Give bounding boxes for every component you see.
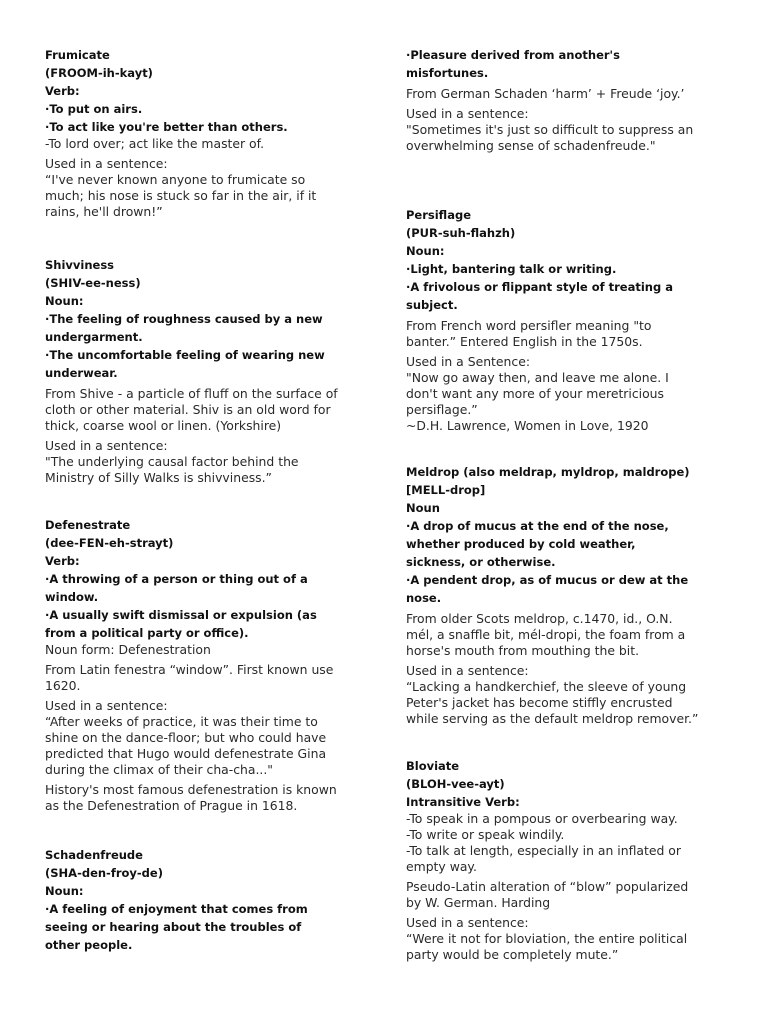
definition: ·The feeling of roughness caused by a new undergarment. — [45, 312, 323, 344]
etymology: Pseudo-Latin alteration of “blow” popularized by W. German. Harding — [406, 879, 689, 910]
definition: ·A frivolous or flippant style of treating a subject. — [406, 280, 673, 312]
part-of-speech: Noun: — [406, 244, 445, 258]
example-sentence: "The underlying causal factor behind the Ministry of Silly Walks is shivviness.” — [45, 454, 299, 485]
pronunciation: (dee-FEN-eh-strayt) — [45, 536, 174, 550]
pronunciation: (SHIV-ee-ness) — [45, 276, 141, 290]
definition: -To speak in a pompous or overbearing way. — [406, 811, 678, 826]
pronunciation: (BLOH-vee-ayt) — [406, 777, 505, 791]
etymology: From German Schaden ‘harm’ + Freude ‘joy.’ — [406, 86, 685, 101]
part-of-speech: Noun — [406, 501, 440, 515]
part-of-speech: Noun: — [45, 884, 84, 898]
part-of-speech: Noun: — [45, 294, 84, 308]
usage-label: Used in a sentence: — [45, 156, 168, 171]
example-sentence: “Lacking a handkerchief, the sleeve of young Peter's jacket has become stiffly encrusted while serving as the default meldrop remover.” — [406, 679, 699, 726]
pronunciation: (FROOM-ih-kayt) — [45, 66, 153, 80]
definition: ·To put on airs. — [45, 102, 143, 116]
definition: ·A drop of mucus at the end of the nose, whether produced by cold weather, sickness, or otherwise. — [406, 519, 669, 569]
headword: Bloviate — [406, 759, 460, 773]
definition: ·A feeling of enjoyment that comes from seeing or hearing about the troubles of other people. — [45, 902, 308, 952]
headword: Frumicate — [45, 48, 110, 62]
usage-label: Used in a sentence: — [45, 698, 168, 713]
noun-form: Noun form: Defenestration — [45, 642, 211, 657]
headword: Defenestrate — [45, 518, 131, 532]
part-of-speech: Intransitive Verb: — [406, 795, 520, 809]
definition: -To lord over; act like the master of. — [45, 136, 265, 151]
example-sentence: "Sometimes it's just so difficult to suppress an overwhelming sense of schadenfreude." — [406, 122, 694, 153]
definition: ·Light, bantering talk or writing. — [406, 262, 617, 276]
definition: ·The uncomfortable feeling of wearing new underwear. — [45, 348, 325, 380]
definition: ·To act like you're better than others. — [45, 120, 288, 134]
entry-schadenfreude — [45, 846, 365, 954]
usage-label: Used in a sentence: — [45, 438, 168, 453]
headword: Meldrop (also meldrap, myldrop, maldrope) — [406, 465, 690, 479]
etymology: From Shive - a particle of fluff on the surface of cloth or other material. Shiv is an old word for thick, coarse wool or linen. (Yorkshire) — [45, 386, 338, 433]
example-sentence: “I've never known anyone to frumicate so much; his nose is stuck so far in the air, if it rains, he'll drown!” — [45, 172, 317, 219]
etymology: From Latin fenestra “window”. First known use 1620. — [45, 662, 334, 693]
definition: ·A pendent drop, as of mucus or dew at the nose. — [406, 573, 689, 605]
history-note: History's most famous defenestration is known as the Defenestration of Prague in 1618. — [45, 782, 337, 813]
etymology: From French word persifler meaning "to banter.” Entered English in the 1750s. — [406, 318, 652, 349]
definition: ·A throwing of a person or thing out of a window. — [45, 572, 308, 604]
pronunciation: (PUR-suh-flahzh) — [406, 226, 516, 240]
attribution: ~D.H. Lawrence, Women in Love, 1920 — [406, 418, 649, 433]
entry-defenestrate — [45, 516, 365, 814]
definition: ·Pleasure derived from another's misfortunes. — [406, 48, 620, 80]
part-of-speech: Verb: — [45, 84, 80, 98]
headword: Shivviness — [45, 258, 115, 272]
entry-schadenfreude-continued — [406, 46, 728, 154]
usage-label: Used in a Sentence: — [406, 354, 531, 369]
etymology: From older Scots meldrop, c.1470, id., O.N. mél, a snaffle bit, mél-dropi, the foam from a horse's mouth from mouthing the bit. — [406, 611, 686, 658]
entry-meldrop — [406, 463, 728, 727]
part-of-speech: Verb: — [45, 554, 80, 568]
headword: Schadenfreude — [45, 848, 143, 862]
entry-persiflage — [406, 206, 728, 434]
pronunciation: [MELL-drop] — [406, 483, 486, 497]
headword: Persiflage — [406, 208, 472, 222]
example-sentence: “After weeks of practice, it was their time to shine on the dance-floor; but who could have predicted that Hugo would defenestrate Gina during the climax of their cha-cha..." — [45, 714, 327, 777]
usage-label: Used in a sentence: — [406, 915, 529, 930]
usage-label: Used in a sentence: — [406, 663, 529, 678]
definition: -To talk at length, especially in an inflated or empty way. — [406, 843, 681, 874]
entry-bloviate — [406, 757, 728, 963]
definition: -To write or speak windily. — [406, 827, 565, 842]
example-sentence: “Were it not for bloviation, the entire political party would be completely mute.” — [406, 931, 688, 962]
example-sentence: "Now go away then, and leave me alone. I don't want any more of your meretricious persiflage.” — [406, 370, 669, 417]
entry-shivviness — [45, 256, 365, 486]
definition: ·A usually swift dismissal or expulsion (as from a political party or office). — [45, 608, 317, 640]
pronunciation: (SHA-den-froy-de) — [45, 866, 163, 880]
usage-label: Used in a sentence: — [406, 106, 529, 121]
entry-frumicate — [45, 46, 365, 220]
